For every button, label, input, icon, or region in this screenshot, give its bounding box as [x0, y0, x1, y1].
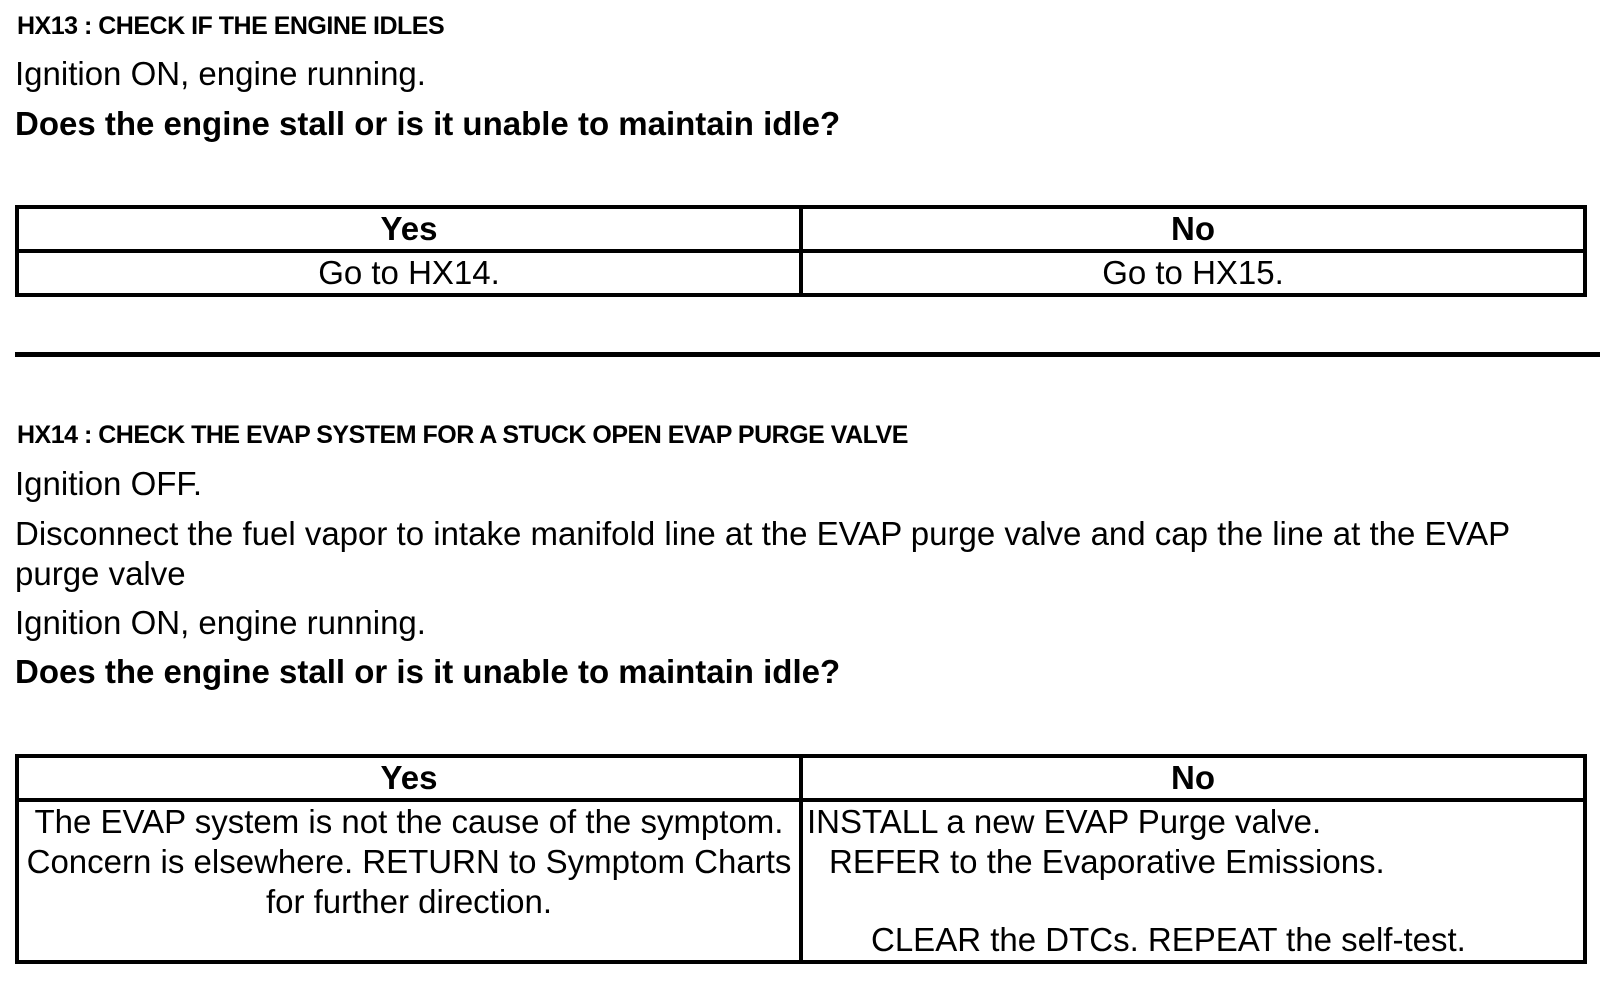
- hx14-no-header: No: [801, 756, 1585, 800]
- hx14-no-line-install: INSTALL a new EVAP Purge valve.: [807, 803, 1322, 840]
- section-hx13-step-ignition-on: Ignition ON, engine running.: [15, 55, 426, 92]
- section-hx14-result-table: [15, 754, 1587, 964]
- hx13-no-action: Go to HX15.: [801, 251, 1585, 295]
- section-hx13-heading: HX13 : CHECK IF THE ENGINE IDLES: [17, 12, 445, 40]
- section-hx14-step-disconnect: Disconnect the fuel vapor to intake manifold line at the EVAP purge valve and cap the line at the EVAP purge valve: [15, 515, 1510, 592]
- section-hx13-question: Does the engine stall or is it unable to maintain idle?: [15, 105, 841, 142]
- hx13-yes-header: Yes: [17, 207, 801, 251]
- hx14-no-line-refer: REFER to the Evaporative Emissions.: [829, 843, 1385, 880]
- hx14-yes-header: Yes: [17, 756, 801, 800]
- hx13-yes-action: Go to HX14.: [17, 251, 801, 295]
- hx13-no-header: No: [801, 207, 1585, 251]
- section-divider: [15, 352, 1600, 357]
- hx14-yes-line-cause: The EVAP system is not the cause of the symptom.: [34, 803, 784, 840]
- section-hx14-heading: HX14 : CHECK THE EVAP SYSTEM FOR A STUCK OPEN EVAP PURGE VALVE: [17, 421, 908, 449]
- hx14-yes-action: [17, 800, 801, 962]
- section-hx14-step-ignition-off: Ignition OFF.: [15, 465, 203, 502]
- section-hx14-question: Does the engine stall or is it unable to maintain idle?: [15, 653, 841, 690]
- hx14-no-line-clear: CLEAR the DTCs. REPEAT the self-test.: [871, 921, 1466, 958]
- hx14-no-action: [801, 800, 1585, 962]
- section-hx14-step-ignition-on: Ignition ON, engine running.: [15, 604, 426, 641]
- section-hx13-result-table: [15, 205, 1587, 297]
- hx14-yes-line-return: Concern is elsewhere. RETURN to Symptom Charts for further direction.: [26, 843, 792, 920]
